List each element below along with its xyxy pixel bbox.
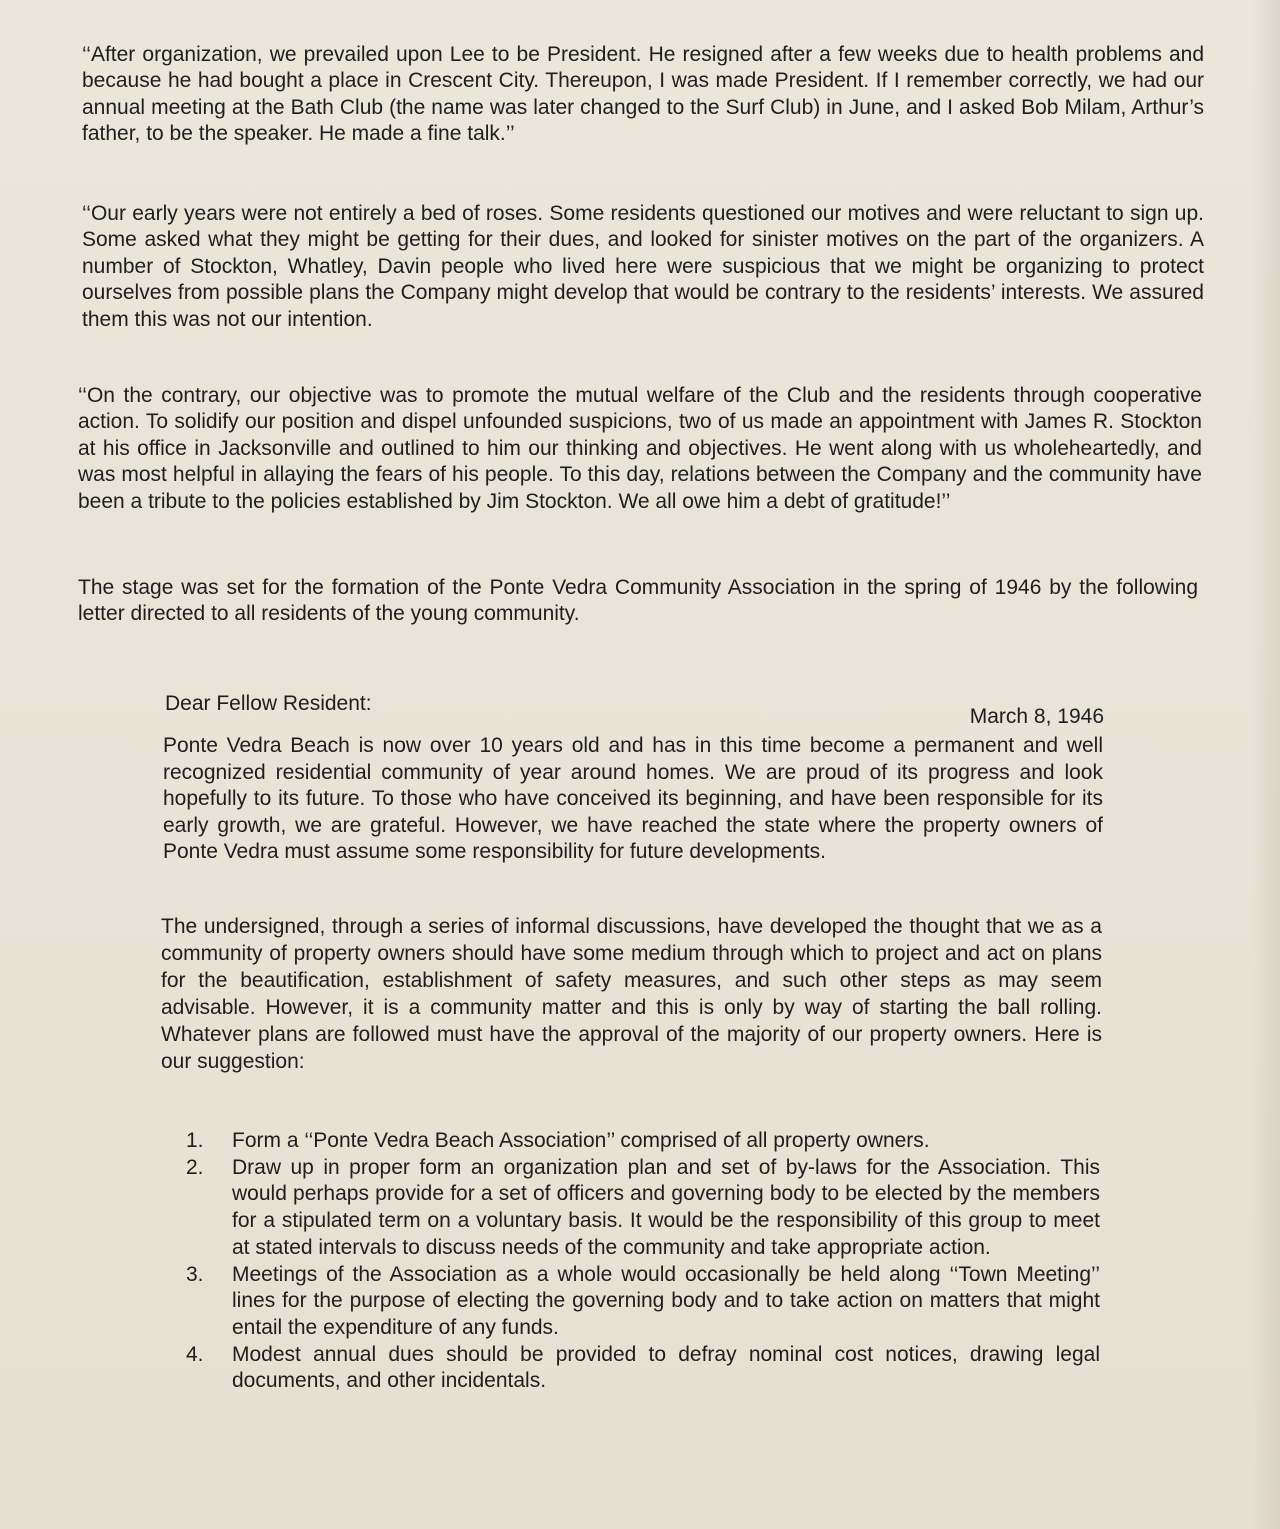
list-item-text: Form a ‘‘Ponte Vedra Beach Association’’ comprised of all property owners. [232,1129,930,1152]
quote-paragraph-1: ‘‘After organization, we prevailed upon Lee to be President. He resigned after a few weeks due to health problems and because he had bought a place in Crescent City. Thereupon, I was made President. If I remember correctly, we had our annual meeting at the Bath Club (the name was later changed to the Surf Club) in June, and I asked Bob Milam, Arthur’s father, to be the speaker. He made a fine talk.’’ [82,43,1204,146]
letter-salutation: Dear Fellow Resident: [165,692,372,715]
quote-paragraph-2: ‘‘Our early years were not entirely a bed of roses. Some residents questioned our motives and were reluctant to sign up. Some asked what they might be getting for their dues, and looked for sinister motives on the part of the organizers. A number of Stockton, Whatley, Davin people who lived here were suspicious that we might be organizing to protect ourselves from possible plans the Company might develop that would be contrary to the residents’ interests. We assured them this was not our intention. [82,202,1204,331]
suggestion-list [160,1128,1100,1395]
list-item-number: 3. [186,1262,204,1286]
letter-date: March 8, 1946 [969,705,1104,728]
list-item-text: Draw up in proper form an organization plan and set of by-laws for the Association. This would perhaps provide for a set of officers and governing body to be elected by the members for a stipulated term on a voluntary basis. It would be the responsibility of this group to meet at stated intervals to discuss needs of the community and take appropriate action. [232,1155,1100,1259]
list-item-number: 4. [186,1342,204,1366]
list-item [160,1155,1100,1262]
list-item [160,1262,1100,1342]
quote-paragraph-3: ‘‘On the contrary, our objective was to promote the mutual welfare of the Club and the residents through cooperative action. To solidify our position and dispel unfounded suspicions, two of us made an appointment with James R. Stockton at his office in Jacksonville and outlined to him our thinking and objectives. He went along with us wholeheartedly, and was most helpful in allaying the fears of his people. To this day, relations between the Company and the community have been a tribute to the policies established by Jim Stockton. We all owe him a debt of gratitude!’’ [78,384,1202,513]
list-item-number: 1. [186,1129,204,1152]
narrative-paragraph: The stage was set for the formation of the Ponte Vedra Community Association in the spring of 1946 by the following letter directed to all residents of the young community. [78,576,1198,626]
letter-paragraph-1: Ponte Vedra Beach is now over 10 years old and has in this time become a permanent and well recognized residential community of year around homes. We are proud of its progress and look hopefully to its future. To those who have conceived its beginning, and have been responsible for its early growth, we are grateful. However, we have reached the state where the property owners of Ponte Vedra must assume some responsibility for future developments. [163,734,1103,864]
page-edge-shadow [1252,0,1280,1529]
list-item-number: 2. [186,1155,204,1179]
list-item [160,1342,1100,1395]
letter-paragraph-2: The undersigned, through a series of informal discussions, have developed the thought that we as a community of property owners should have some medium through which to project and act on plans for the beautification, establishment of safety measures, and such other steps as may seem advisable. However, it is a community matter and this is only by way of starting the ball rolling. Whatever plans are followed must have the approval of the majority of our property owners. Here is our suggestion: [161,915,1102,1073]
list-item-text: Modest annual dues should be provided to defray nominal cost notices, drawing legal documents, and other incidentals. [232,1342,1100,1393]
list-item [160,1128,1100,1155]
list-item-text: Meetings of the Association as a whole would occasionally be held along ‘‘Town Meeting’’ lines for the purpose of electing the governing body and to take action on matters that might entail the expenditure of any funds. [232,1262,1100,1339]
